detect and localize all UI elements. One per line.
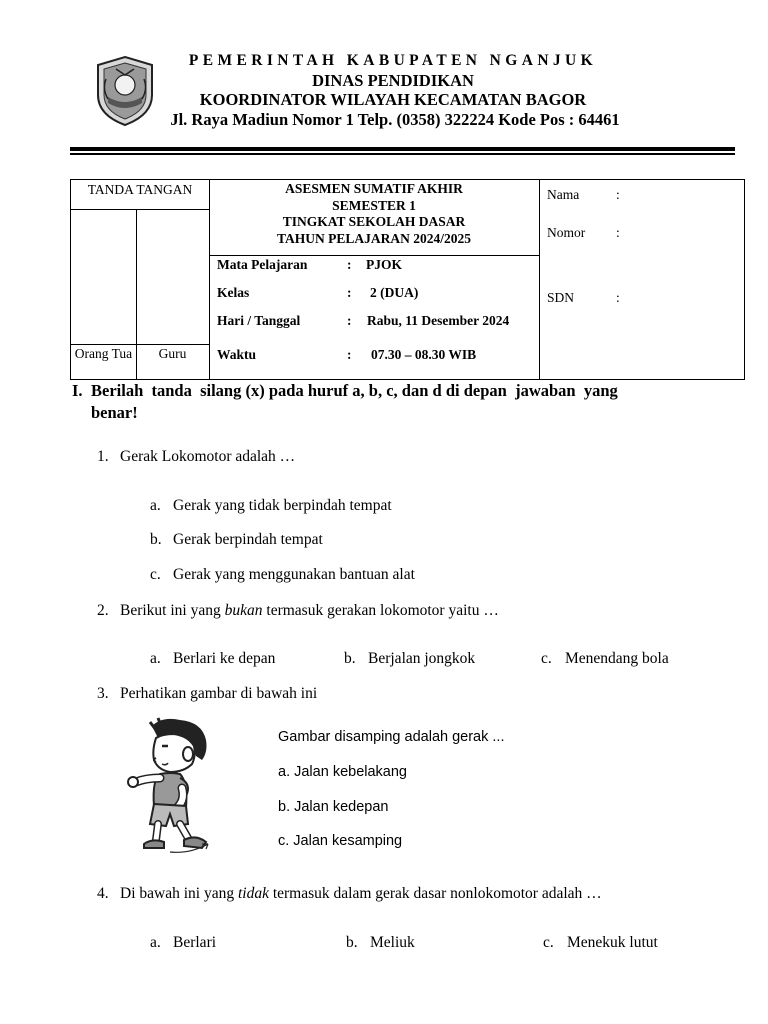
question-3-text: Perhatikan gambar di bawah ini <box>120 685 318 702</box>
question-4-text: Di bawah ini yang tidak termasuk dalam gerak dasar nonlokomotor adalah … <box>120 885 602 902</box>
department-heading: DINAS PENDIDIKAN <box>312 71 474 90</box>
question-3-option-c[interactable]: c. Jalan kesamping <box>278 833 403 849</box>
school-label: SDN <box>547 290 575 305</box>
time-value: 07.30 – 08.30 WIB <box>371 347 477 362</box>
date-label: Hari / Tanggal <box>217 313 301 328</box>
question-1-text: Gerak Lokomotor adalah … <box>120 448 296 465</box>
question-3-caption: Gambar disamping adalah gerak ... <box>278 729 505 745</box>
subject-label: Mata Pelajaran <box>217 257 308 272</box>
question-4-option-b[interactable]: Meliuk <box>370 934 415 951</box>
question-2-option-c[interactable]: Menendang bola <box>565 650 669 667</box>
question-1-option-c[interactable]: Gerak yang menggunakan bantuan alat <box>173 566 415 583</box>
question-2-option-a[interactable]: Berlari ke depan <box>173 650 276 667</box>
exam-title: ASESMEN SUMATIF AKHIR SEMESTER 1 TINGKAT SEKOLAH DASAR TAHUN PELAJARAN 2024/2025 <box>276 181 471 246</box>
exam-info-table: TANDA TANGAN Orang Tua Guru ASESMEN SUMATIF AKHIR SEMESTER 1 TINGKAT SEKOLAH DASAR TAHUN PELAJARAN 2024/2025 Mata Pelajaran : PJOK Kelas : 2 (DUA) Hari / Tanggal : Rabu, 11 Desember 2024 Waktu : 07.30 – 08.30 WIB Nama : Nomor : SDN : <box>70 179 745 380</box>
question-1-option-a[interactable]: Gerak yang tidak berpindah tempat <box>173 497 392 514</box>
instruction-line-1: Berilah tanda silang (x) pada huruf a, b, c, dan d di depan jawaban yang <box>91 381 618 400</box>
header-rule-thin <box>70 153 735 155</box>
question-2-number: 2. <box>97 602 109 619</box>
subject-value: PJOK <box>366 257 402 272</box>
section-numeral: I. <box>72 381 83 400</box>
number-label: Nomor <box>547 225 586 240</box>
question-4-option-c[interactable]: Menekuk lutut <box>567 934 658 951</box>
walking-boy-illustration <box>122 716 216 854</box>
class-value: 2 (DUA) <box>370 285 419 300</box>
question-2-option-b[interactable]: Berjalan jongkok <box>368 650 476 667</box>
date-value: Rabu, 11 Desember 2024 <box>367 313 510 328</box>
signature-title: TANDA TANGAN <box>87 182 193 197</box>
time-label: Waktu <box>217 347 257 362</box>
question-1-number: 1. <box>97 448 109 465</box>
instruction-line-2: benar! <box>91 403 138 422</box>
parent-signature-label: Orang Tua <box>74 346 133 361</box>
government-heading: PEMERINTAH KABUPATEN NGANJUK <box>188 52 598 69</box>
name-label: Nama <box>547 187 580 202</box>
question-3-option-b[interactable]: b. Jalan kedepan <box>278 799 389 815</box>
question-2-text: Berikut ini yang bukan termasuk gerakan lokomotor yaitu … <box>120 602 499 619</box>
question-1-option-b[interactable]: Gerak berpindah tempat <box>173 531 323 548</box>
question-3-option-a[interactable]: a. Jalan kebelakang <box>278 764 407 780</box>
coordinator-heading: KOORDINATOR WILAYAH KECAMATAN BAGOR <box>199 90 587 109</box>
address-line: Jl. Raya Madiun Nomor 1 Telp. (0358) 322224 Kode Pos : 64461 <box>170 110 620 129</box>
teacher-signature-label: Guru <box>158 346 187 361</box>
question-4-number: 4. <box>97 885 109 902</box>
header-rule-thick <box>70 147 735 151</box>
class-label: Kelas <box>217 285 250 300</box>
question-3-number: 3. <box>97 685 109 702</box>
question-4-option-a[interactable]: Berlari <box>173 934 217 951</box>
